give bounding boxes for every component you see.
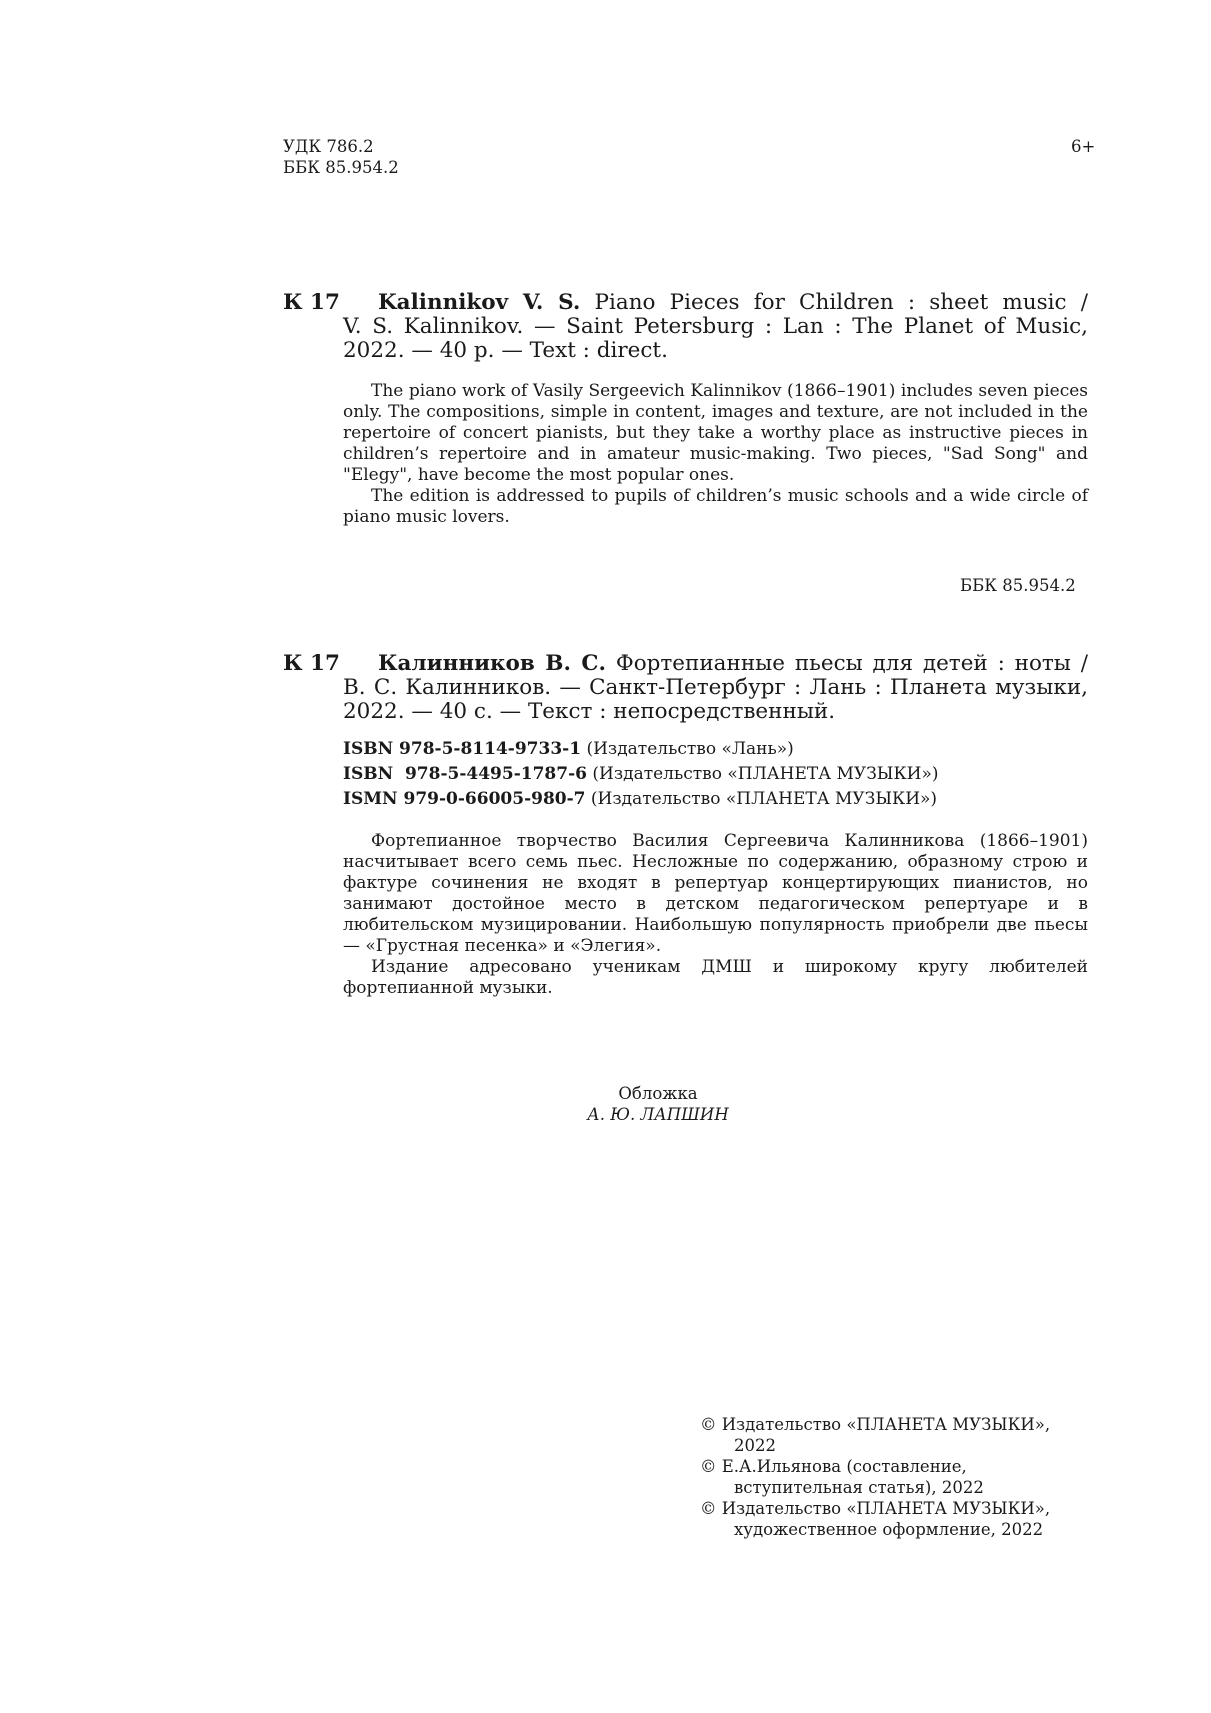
identifier-number: ISBN 978-5-4495-1787-6 (343, 764, 587, 784)
author-name-en: Kalinnikov V. S. (378, 290, 581, 315)
isbn-lan (343, 737, 939, 762)
ismn-planeta (343, 787, 939, 812)
title-en: Piano Pieces for Children : sheet music / (580, 290, 1088, 315)
identifier-number: ISMN 979-0-66005-980-7 (343, 789, 586, 809)
identifier-list (343, 737, 939, 812)
copyright-block (700, 1414, 1095, 1540)
entry-line-1-ru (343, 652, 1088, 676)
abstract-paragraph-1-ru: Фортепианное творчество Василия Сергеевича Калинникова (1866–1901) насчитывает всего семь пьес. Несложные по содержанию, образному строю и фактуре сочинения не входят в репертуар концертирующих пианистов, но занимают достойное место в детском педагогическом репертуаре и в любительском музицировании. Наибольшую популярность приобрели две пьесы — «Грустная песенка» и «Элегия». (343, 831, 1088, 956)
catalog-code-en: К 17 (283, 290, 340, 315)
entry-line-1 (343, 291, 1088, 315)
title-ru: Фортепианные пьесы для детей : ноты / (606, 651, 1088, 676)
cover-credit (558, 1083, 758, 1125)
isbn-planeta (343, 762, 939, 787)
udk-code: УДК 786.2 (283, 137, 374, 156)
abstract-paragraph-2: The edition is addressed to pupils of children’s music schools and a wide circle of piano music lovers. (343, 486, 1088, 527)
abstract-paragraph-1: The piano work of Vasily Sergeevich Kalinnikov (1866–1901) includes seven pieces only. The compositions, simple in content, images and texture, are not included in the repertoire of concert pianists, but they take a worthy place as instructive pieces in children’s repertoire and in amateur music-making. Two pieces, "Sad Song" and "Elegy", have become the most popular ones. (343, 381, 1088, 485)
identifier-publisher: (Издательство «Лань») (581, 739, 794, 759)
age-rating: 6+ (1071, 137, 1096, 156)
english-abstract (343, 381, 1088, 528)
english-bibliographic-entry (343, 291, 1088, 363)
identifier-publisher: (Издательство «ПЛАНЕТА МУЗЫКИ») (586, 764, 939, 784)
bbk-code: ББК 85.954.2 (283, 158, 399, 177)
entry-line-3: 2022. — 40 p. — Text : direct. (343, 338, 668, 363)
entry-line-2: V. S. Kalinnikov. — Saint Petersburg : Lan : The Planet of Music, (343, 314, 1088, 339)
cover-credit-label: Обложка (618, 1084, 698, 1103)
bbk-code-right: ББК 85.954.2 (960, 576, 1076, 595)
catalog-code-ru: К 17 (283, 651, 340, 676)
entry-line-2-ru: В. С. Калинников. — Санкт-Петербург : Лань : Планета музыки, (343, 675, 1088, 700)
copyright-line-2: © Е.А.Ильянова (составление, вступительная статья), 2022 (700, 1457, 984, 1497)
copyright-line-3: © Издательство «ПЛАНЕТА МУЗЫКИ», художественное оформление, 2022 (700, 1499, 1051, 1539)
identifier-publisher: (Издательство «ПЛАНЕТА МУЗЫКИ») (585, 789, 938, 809)
russian-bibliographic-entry (343, 652, 1088, 724)
copyright-line-1: © Издательство «ПЛАНЕТА МУЗЫКИ», 2022 (700, 1415, 1051, 1455)
classification-codes (283, 136, 399, 178)
russian-abstract (343, 831, 1088, 999)
identifier-number: ISBN 978-5-8114-9733-1 (343, 739, 582, 759)
cover-designer-name: А. Ю. ЛАПШИН (587, 1105, 729, 1124)
author-name-ru: Калинников В. С. (378, 651, 607, 676)
abstract-paragraph-2-ru: Издание адресовано ученикам ДМШ и широкому кругу любителей фортепианной музыки. (343, 957, 1088, 998)
entry-line-3-ru: 2022. — 40 с. — Текст : непосредственный. (343, 699, 836, 724)
